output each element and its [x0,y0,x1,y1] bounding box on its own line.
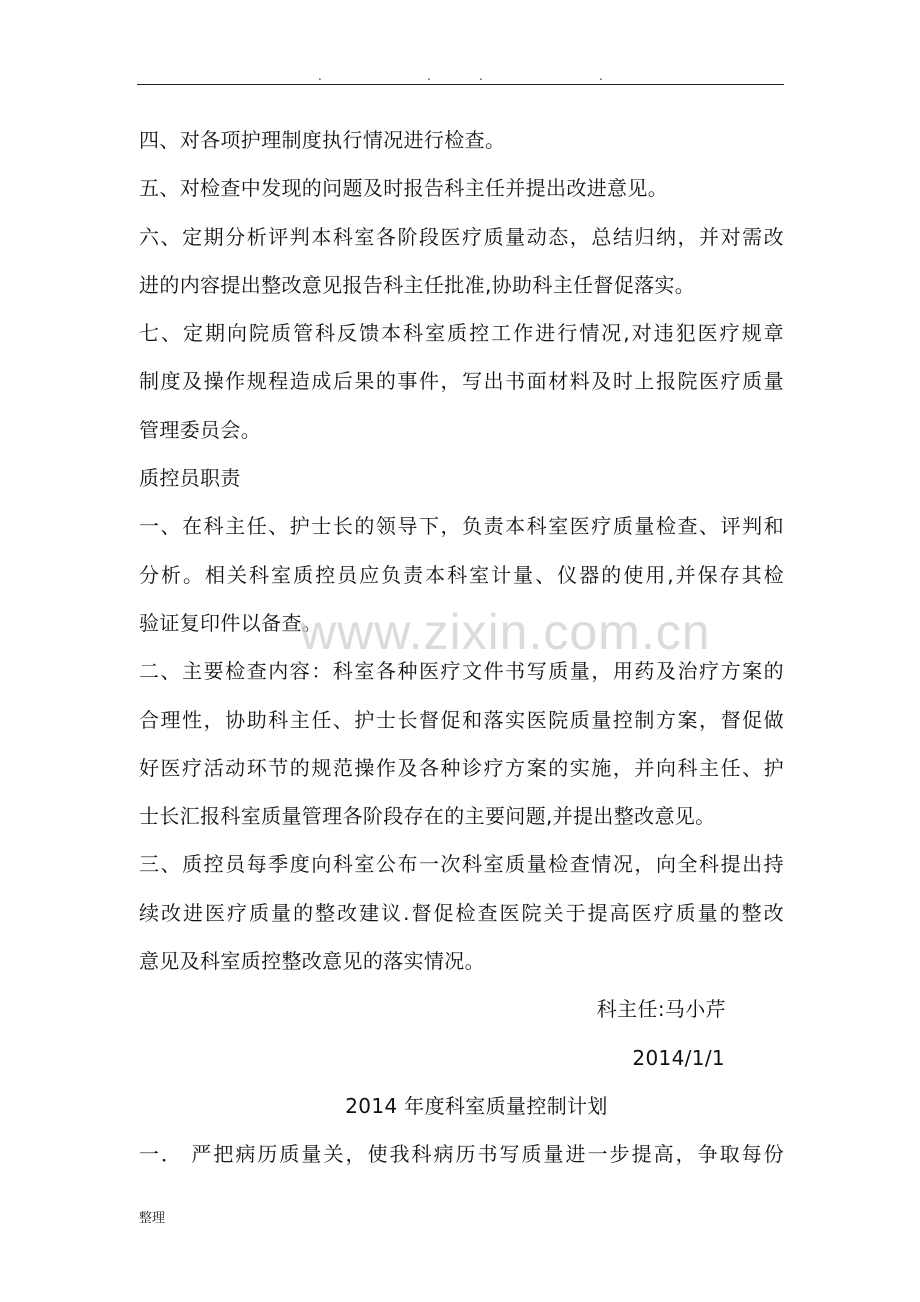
paragraph-line: 合理性，协助科主任、护士长督促和落实医院质量控制方案，督促做 [139,707,784,732]
paragraph-line: 四、对各项护理制度执行情况进行检查。 [139,128,506,152]
paragraph-line: 一、在科主任、护士长的领导下，负责本科室医疗质量检查、评判和 [139,514,784,539]
paragraph-line: 好医疗活动环节的规范操作及各种诊疗方案的实施，并向科主任、护 [139,755,784,780]
header-dots [0,70,920,82]
paragraph-line: 二、主要检查内容：科室各种医疗文件书写质量，用药及治疗方案的 [139,659,784,684]
paragraph-line: 士长汇报科室质量管理各阶段存在的主要问题,并提出整改意见。 [139,804,716,829]
header-dot: . [599,69,603,83]
header-dot: . [318,69,322,83]
header-dot: . [427,69,431,83]
paragraph-line: 七、定期向院质管科反馈本科室质控工作进行情况,对违犯医疗规章 [139,321,784,346]
document-title: 2014 年度科室质量控制计划 [345,1093,608,1118]
signature-line: 科主任:马小芹 [596,997,726,1022]
header-dot: . [479,69,483,83]
date-line: 2014/1/1 [632,1045,725,1070]
paragraph-line: 五、对检查中发现的问题及时报告科主任并提出改进意见。 [139,176,669,201]
header-rule [137,84,784,85]
paragraph-line: 分析。相关科室质控员应负责本科室计量、仪器的使用,并保存其检 [139,562,784,587]
paragraph-line: 意见及科室质控整改意见的落实情况。 [139,949,485,974]
paragraph-line: 六、定期分析评判本科室各阶段医疗质量动态，总结归纳，并对需改 [139,224,784,249]
paragraph-line: 续改进医疗质量的整改建议.督促检查医院关于提高医疗质量的整改 [139,900,784,925]
paragraph-line: 三、质控员每季度向科室公布一次科室质量检查情况，向全科提出持 [139,852,784,877]
paragraph-line: 制度及操作规程造成后果的事件，写出书面材料及时上报院医疗质量 [139,369,784,394]
section-heading: 质控员职责 [139,466,241,491]
paragraph-line: 验证复印件以备查。 [139,610,323,635]
paragraph-line: 管理委员会。 [139,417,262,442]
watermark: www.zixin.com.cn [300,604,711,660]
paragraph-line: 进的内容提出整改意见报告科主任批准,协助科主任督促落实。 [139,272,696,297]
paragraph-line: 一． 严把病历质量关，使我科病历书写质量进一步提高，争取每份 [139,1142,784,1167]
footer-label: 整理 [139,1211,166,1226]
